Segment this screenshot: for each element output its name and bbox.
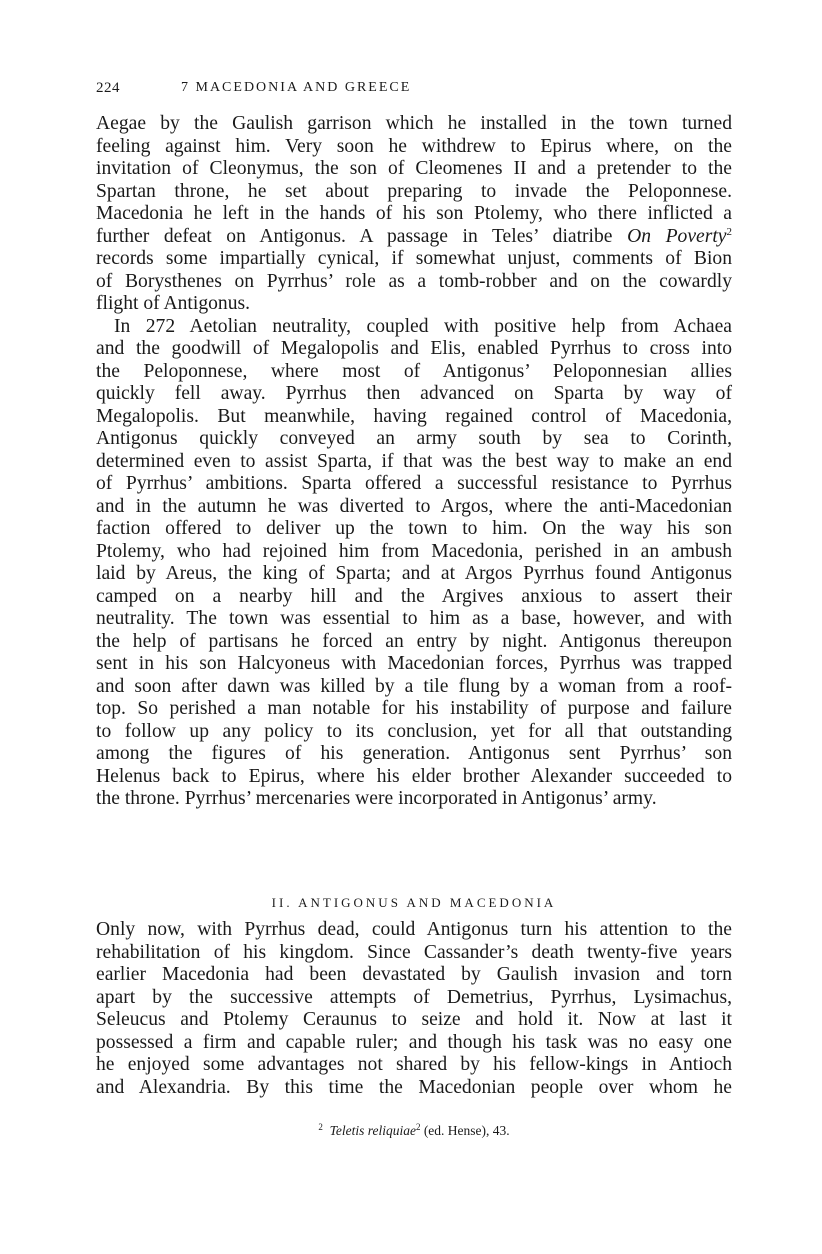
text-line: Seleucus and Ptolemy Ceraunus to seize and hold it. Now at last it xyxy=(96,1009,732,1030)
text-line: faction offered to deliver up the town to him. On the way his son xyxy=(96,518,732,539)
text-line: records some impartially cynical, if somewhat unjust, comments of Bion xyxy=(96,248,732,269)
text-line: invitation of Cleonymus, the son of Cleomenes II and a pretender to the xyxy=(96,158,732,179)
text-line: the help of partisans he forced an entry by night. Antigonus thereupon xyxy=(96,630,732,652)
text-line: Aegae by the Gaulish garrison which he installed in the town turned xyxy=(96,113,732,134)
section-heading: II. ANTIGONUS AND MACEDONIA xyxy=(271,895,557,910)
footnote-number: 2 xyxy=(318,1122,323,1132)
text-line: possessed a firm and capable ruler; and though his task was no easy one xyxy=(96,1031,732,1053)
footnote-reference[interactable]: 2 xyxy=(726,225,732,238)
page-number: 224 xyxy=(96,80,120,96)
text-line: camped on a nearby hill and the Argives anxious to assert their xyxy=(96,585,732,607)
text-line: and the goodwill of Megalopolis and Elis, enabled Pyrrhus to cross into xyxy=(96,338,732,359)
text-line: rehabilitation of his kingdom. Since Cassander’s death twenty-five years xyxy=(96,941,732,963)
footnote xyxy=(96,1122,732,1139)
text-line-with-footnote xyxy=(96,226,732,249)
text-line: apart by the successive attempts of Demetrius, Pyrrhus, Lysimachus, xyxy=(96,986,732,1008)
text-line: flight of Antigonus. xyxy=(96,293,251,314)
text-line: In 272 Aetolian neutrality, coupled with positive help from Achaea xyxy=(114,315,732,337)
text-line: determined even to assist Sparta, if that was the best way to make an end xyxy=(96,450,732,472)
footnote-title: Teletis reliquiae xyxy=(329,1123,416,1138)
text-line: of Pyrrhus’ ambitions. Sparta offered a successful resistance to Pyrrhus xyxy=(96,473,732,494)
text-line: Helenus back to Epirus, where his elder brother Alexander succeeded to xyxy=(96,765,732,787)
text-line: the throne. Pyrrhus’ mercenaries were incorporated in Antigonus’ army. xyxy=(96,788,657,809)
body-text-section-1 xyxy=(96,113,732,811)
text-line: he enjoyed some advantages not shared by his fellow-kings in Antioch xyxy=(96,1054,732,1075)
text-line: and in the autumn he was diverted to Argos, where the anti-Macedonian xyxy=(96,495,732,517)
text-fragment: further defeat on Antigonus. A passage in Teles’ diatribe xyxy=(96,225,628,247)
text-line: Macedonia he left in the hands of his son Ptolemy, who there inflicted a xyxy=(96,203,732,224)
text-line: the Peloponnese, where most of Antigonus’ Peloponnesian allies xyxy=(96,360,732,382)
text-line: Spartan throne, he set about preparing to invade the Peloponnese. xyxy=(96,180,732,202)
text-line: top. So perished a man notable for his instability of purpose and failure xyxy=(96,698,732,719)
text-line: Antigonus quickly conveyed an army south by sea to Corinth, xyxy=(96,428,732,449)
text-line: quickly fell away. Pyrrhus then advanced on Sparta by way of xyxy=(96,383,732,404)
chapter-title: 7 MACEDONIA AND GREECE xyxy=(181,80,412,95)
text-line: Megalopolis. But meanwhile, having regained control of Macedonia, xyxy=(96,405,732,427)
text-line: Ptolemy, who had rejoined him from Macedonia, perished in an ambush xyxy=(96,540,732,562)
text-line: earlier Macedonia had been devastated by Gaulish invasion and torn xyxy=(96,964,732,985)
footnote-citation: (ed. Hense), 43. xyxy=(420,1123,510,1138)
running-head xyxy=(96,80,732,102)
text-line: Only now, with Pyrrhus dead, could Antigonus turn his attention to the xyxy=(96,919,732,940)
text-line: laid by Areus, the king of Sparta; and at Argos Pyrrhus found Antigonus xyxy=(96,563,732,584)
text-line: of Borysthenes on Pyrrhus’ role as a tomb-robber and on the cowardly xyxy=(96,270,732,292)
text-line: and Alexandria. By this time the Macedonian people over whom he xyxy=(96,1076,732,1098)
text-line: among the figures of his generation. Antigonus sent Pyrrhus’ son xyxy=(96,743,732,764)
text-line: to follow up any policy to its conclusion, yet for all that outstanding xyxy=(96,720,732,742)
text-line: neutrality. The town was essential to him as a base, however, and with xyxy=(96,608,732,629)
italic-title: On Poverty xyxy=(627,225,727,247)
footnote-title-superscript: 2 xyxy=(415,1122,421,1132)
text-line: sent in his son Halcyoneus with Macedonian forces, Pyrrhus was trapped xyxy=(96,653,732,674)
body-text-section-2 xyxy=(96,919,732,1099)
text-line: and soon after dawn was killed by a tile flung by a woman from a roof- xyxy=(96,675,732,697)
text-line: feeling against him. Very soon he withdrew to Epirus where, on the xyxy=(96,135,732,157)
